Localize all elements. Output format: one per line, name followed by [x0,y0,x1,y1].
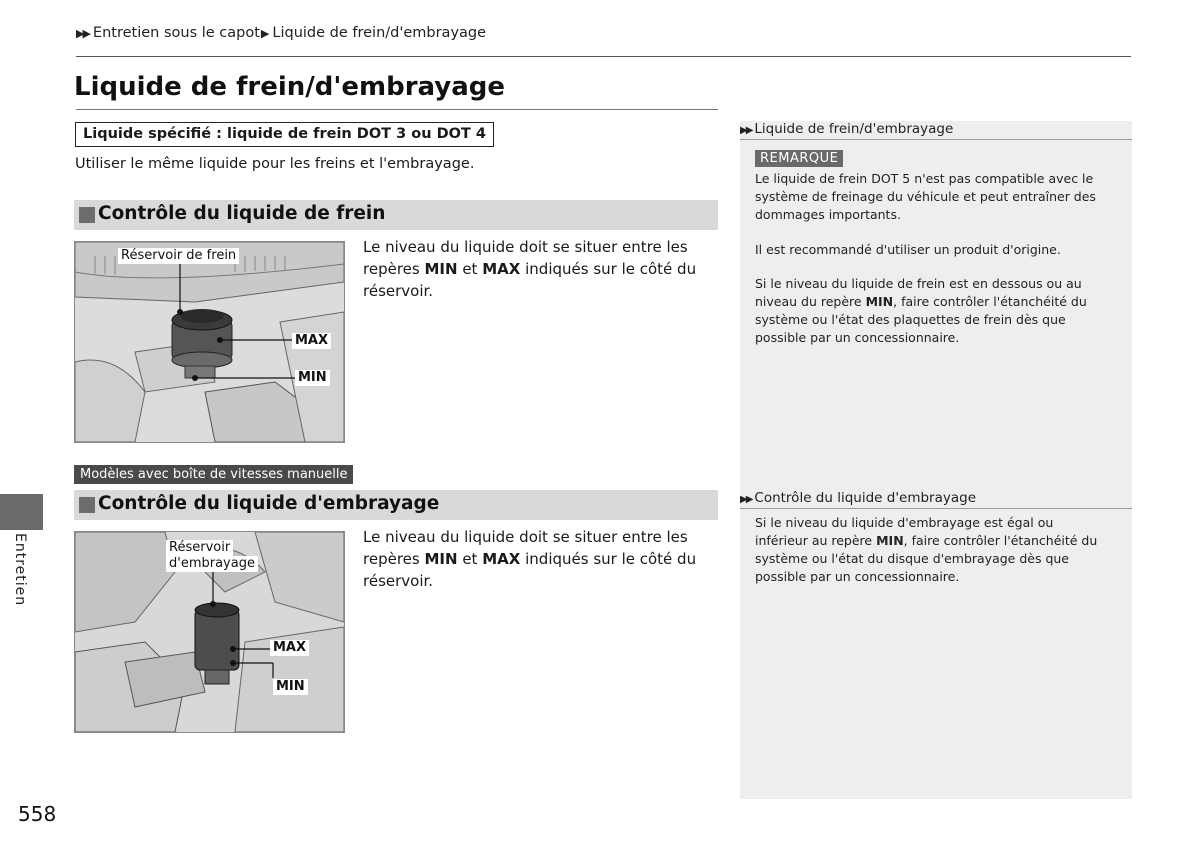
clutch-min-label: MIN [273,679,308,695]
chapter-tab-label: Entretien [12,533,28,607]
brake-and-text: et [462,260,478,278]
specified-fluid-box: Liquide spécifié : liquide de frein DOT 3 ou DOT 4 [75,122,494,147]
clutch-reservoir-label-2: d'embrayage [166,556,258,572]
page-number: 558 [18,802,57,826]
clutch-max-text: MAX [482,550,521,568]
note1-paragraph-1: Le liquide de frein DOT 5 n'est pas compatible avec le système de freinage du véhicule et peut entraîner des dommages importants. [755,171,1096,222]
breadcrumb [76,25,486,41]
title-divider [76,109,718,110]
brake-min-text: MIN [424,260,458,278]
breadcrumb-item-1[interactable]: Entretien sous le capot [92,25,260,41]
clutch-check-text [363,526,723,592]
remarque-badge: REMARQUE [755,150,843,167]
double-triangle-right-icon: ▶▶ [76,27,89,40]
brake-text-part1: Le niveau du liquide doit se situer entre les repères [363,238,688,278]
note1-paragraph-3 [755,275,1105,347]
chapter-tab[interactable] [0,494,43,530]
clutch-and-text: et [462,550,478,568]
note2-p1-part1: Si le niveau du liquide d'embrayage est égal ou inférieur au repère [755,515,1054,548]
clutch-reservoir-image [74,531,345,733]
square-bullet-icon [79,207,95,223]
breadcrumb-item-2[interactable]: Liquide de frein/d'embrayage [272,25,487,41]
note2-heading-text: Contrôle du liquide d'embrayage [754,490,977,506]
clutch-text-part1: Le niveau du liquide doit se situer entre les repères [363,528,688,568]
reference-arrow-icon: ▶▶ [740,125,752,136]
note2-paragraph-1 [755,514,1105,586]
note1-p3-part1: Si le niveau du liquide de frein est en dessous ou au niveau du repère [755,276,1082,309]
brake-text-part2: indiqués sur le côté du réservoir. [363,260,697,300]
note1-heading-text: Liquide de frein/d'embrayage [754,121,954,137]
square-bullet-icon [79,497,95,513]
clutch-text-part2: indiqués sur le côté du réservoir. [363,550,697,590]
brake-max-text: MAX [482,260,521,278]
note1-p3-part2: , faire contrôler l'étanchéité du système ou l'état des plaquettes de frein dès que possible par un concessionnaire. [755,294,1087,345]
brake-min-label: MIN [295,370,330,386]
brake-reservoir-label: Réservoir de frein [118,248,239,264]
note1-paragraph-2: Il est recommandé d'utiliser un produit d'origine. [755,242,1061,257]
header-divider [76,56,1131,57]
reference-arrow-icon: ▶▶ [740,494,752,505]
manual-transmission-tag: Modèles avec boîte de vitesses manuelle [74,465,353,484]
brake-check-text [363,236,723,302]
brake-max-label: MAX [292,333,331,349]
clutch-min-text: MIN [424,550,458,568]
section-header-brake [74,200,718,230]
notes-column [740,121,1132,799]
intro-text: Utiliser le même liquide pour les freins et l'embrayage. [75,156,475,172]
clutch-max-label: MAX [270,640,309,656]
note-heading-brake-clutch[interactable] [740,121,1132,140]
note2-p1-min: MIN [876,533,904,548]
brake-reservoir-image [74,241,345,443]
triangle-right-icon: ▶ [260,27,270,40]
note-heading-clutch-check[interactable] [740,490,1132,509]
clutch-reservoir-label-1: Réservoir [166,540,233,556]
section-title-clutch: Contrôle du liquide d'embrayage [98,493,440,514]
note2-p1-part2: , faire contrôler l'étanchéité du système ou l'état du disque d'embrayage dès que possible par un concessionnaire. [755,533,1098,584]
note1-p3-min: MIN [865,294,894,309]
section-header-clutch [74,490,718,520]
page-title: Liquide de frein/d'embrayage [74,72,506,102]
section-title-brake: Contrôle du liquide de frein [98,203,386,224]
